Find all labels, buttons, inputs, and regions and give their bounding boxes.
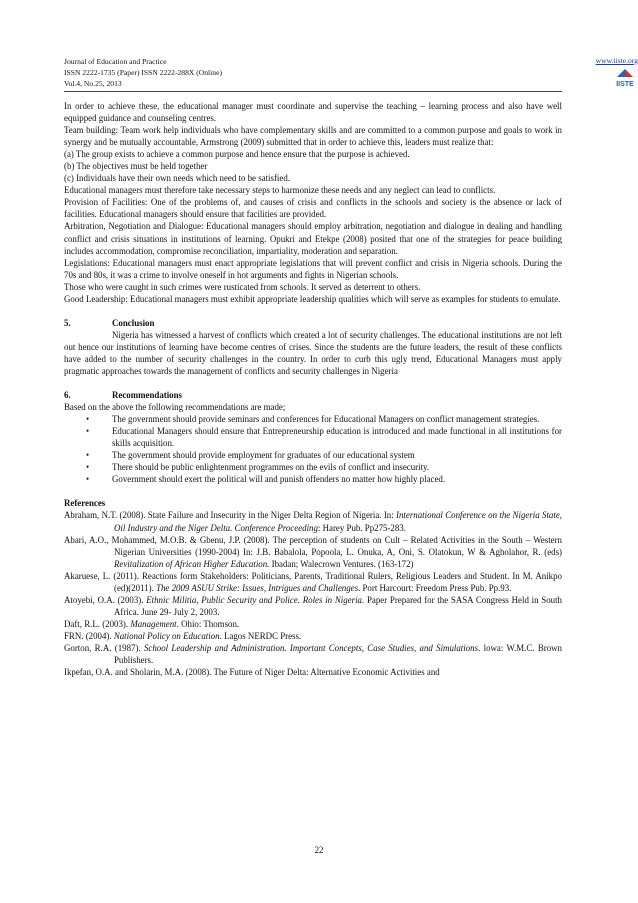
page-header [64, 0, 562, 103]
header-divider [64, 91, 562, 92]
paragraph-supervision: In order to achieve these, the educational manager must coordinate and supervise the teaching – learning process and also have well equipped guidance and counseling centres. [64, 101, 562, 124]
bullet-icon: • [86, 462, 90, 473]
reference-entry: FRN. (2004). National Policy on Education. Lagos NERDC Press. [64, 630, 302, 641]
list-item-a: (a) The group exists to achieve a common purpose and hence ensure that the purpose is achieved. [64, 149, 410, 160]
conclusion-number: 5. [64, 317, 71, 328]
references-heading: References [64, 498, 106, 509]
journal-name: Journal of Education and Practice [64, 57, 167, 66]
list-item-b: (b) The objectives must be held together [64, 161, 208, 172]
recommendation-text: The government should provide employment for graduates of our educational system [112, 450, 415, 461]
bullet-icon: • [86, 414, 90, 425]
list-item [86, 449, 562, 461]
recommendation-text: Government should exert the political will and punish offenders no matter how highly placed. [112, 474, 446, 485]
reference-entry: Abraham, N.T. (2008). State Failure and Insecurity in the Niger Delta Region of Nigeria. In: International Conference on the Nigeria State, Oil Industry and the Niger Delta. Conference Proceeding: Harey Pub. Pp275-283. [64, 510, 562, 533]
reference-entry: Abari, A.O., Mohammed, M.O.B. & Gbenu, J.P. (2008). The perception of students on Cult – Related Activities in the South – Western Nigerian Universities (1990-2004) In: J.B. Babalola, Popoola, L. Onuka, A, Oni, S. Olatokun, W & Agholahor, R. (eds) Revitalization of African Higher Education. Ibadan; Walecrown Ventures. (163-172) [64, 534, 562, 569]
list-item [86, 413, 562, 425]
list-item [86, 473, 562, 485]
list-item [86, 461, 562, 473]
spacer [64, 485, 562, 497]
iiste-logo [612, 68, 638, 88]
reference-entry: Ikpefan, O.A. and Sholarin, M.A. (2008). The Future of Niger Delta: Alternative Economic Activities and [64, 667, 440, 678]
paragraph-team-building: Team building: Team work help individuals who have complementary skills and are committed to a common purpose and goals to work in synergy and be mutually accountable, Armstrong (2009) submitted that in order to achieve this, leaders must realize that: [64, 125, 562, 148]
spacer [64, 377, 562, 389]
recommendations-number: 6. [64, 390, 71, 401]
conclusion-title: Conclusion [112, 317, 155, 328]
paragraph-rusticated: Those who were caught in such crimes were rusticated from schools. It served as deterrent to others. [64, 281, 421, 292]
reference-entry: Daft, R.L. (2003). Management. Ohio: Thomson. [64, 618, 240, 629]
recommendation-text: There should be public enlightenment programmes on the evils of conflict and insecurity. [112, 462, 430, 473]
article-body [64, 100, 562, 678]
journal-issn: ISSN 2222-1735 (Paper) ISSN 2222-288X (Online) [64, 68, 222, 78]
reference-entry: Gorton, R.A. (1987). School Leadership and Administration. Important Concepts, Case Studies, and Simulations. lowa: W.M.C. Brown Publishers. [64, 642, 562, 666]
recommendation-text: The government should provide seminars and conferences for Educational Managers on conflict management strategies. [112, 414, 540, 425]
recommendations-heading [64, 389, 562, 401]
journal-volume: Vol.4, No.25, 2013 [64, 79, 122, 89]
bullet-icon: • [86, 474, 90, 485]
list-item [86, 425, 562, 449]
paragraph-arbitration: Arbitration, Negotiation and Dialogue: Educational managers should employ arbitration, negotiation and dialogue in dealing and handling conflict and crisis situations in institutions of learning. Opukri and Etekpe (2008) posited that one of the strategies for peace building includes accommodation, compromise reconciliation, impartiality, moderation and separation. [64, 221, 562, 256]
recommendation-text: Educational Managers should ensure that Entrepreneurship education is introduced and made functional in all institutions for skills acquisition. [112, 426, 562, 449]
bullet-icon: • [86, 450, 90, 461]
bullet-icon: • [86, 426, 90, 437]
list-item-c: (c) Individuals have their own needs which need to be satisfied. [64, 173, 290, 184]
conclusion-text: Nigeria has witnessed a harvest of conflicts which created a lot of security challenges. The educational institutions are not left out hence our institutions of learning have become centres of crises. Since the students are the future leaders, the result of these conflicts have added to the number of security challenges in the country. In order to curb this ugly trend, Educational Managers must apply pragmatic approaches towards the management of conflicts and security challenges in Nigeria [64, 329, 562, 376]
spacer [64, 305, 562, 317]
conclusion-heading [64, 317, 562, 329]
paragraph-harmonize: Educational managers must therefore take necessary steps to harmonize these needs and any neglect can lead to conflicts. [64, 185, 496, 196]
reference-entry: Atoyebi, O.A. (2003). Ethnic Militia, Public Security and Police. Roles in Nigeria. Paper Prepared for the SASA Congress Held in South Africa. June 29- July 2, 2003. [64, 594, 562, 617]
iiste-logo-text: IISTE [616, 81, 634, 88]
recommendations-title: Recommendations [112, 390, 183, 401]
paragraph-legislations: Legislations: Educational managers must enact appropriate legislations that will prevent conflict and crisis in Nigeria schools. During the 70s and 80s, it was a crime to involve oneself in hot arguments and fights in Nigerian schools. [64, 257, 562, 280]
paragraph-leadership: Good Leadership: Educational managers must exhibit appropriate leadership qualities which will serve as examples for students to emulate. [64, 293, 561, 304]
page-number: 22 [314, 845, 324, 855]
paragraph-facilities: Provision of Facilities: One of the problems of, and causes of crisis and conflicts in the schools and society is the absence or lack of facilities. Educational managers should ensure that facilities are provided. [64, 197, 562, 220]
journal-url-link[interactable]: www.iiste.org [595, 56, 638, 65]
recommendations-list [64, 413, 562, 485]
recommendations-intro: Based on the above the following recommendations are made; [64, 402, 286, 413]
reference-entry: Akaruese, L. (2011). Reactions form Stakeholders: Politicians, Parents, Traditional Rulers, Religious Leaders and Student. In M. Anikpo (ed)(2011). The 2009 ASUU Strike: Issues, Intrigues and Challenges. Port Harcourt: Freedom Press Pub. Pp.93. [64, 570, 562, 593]
